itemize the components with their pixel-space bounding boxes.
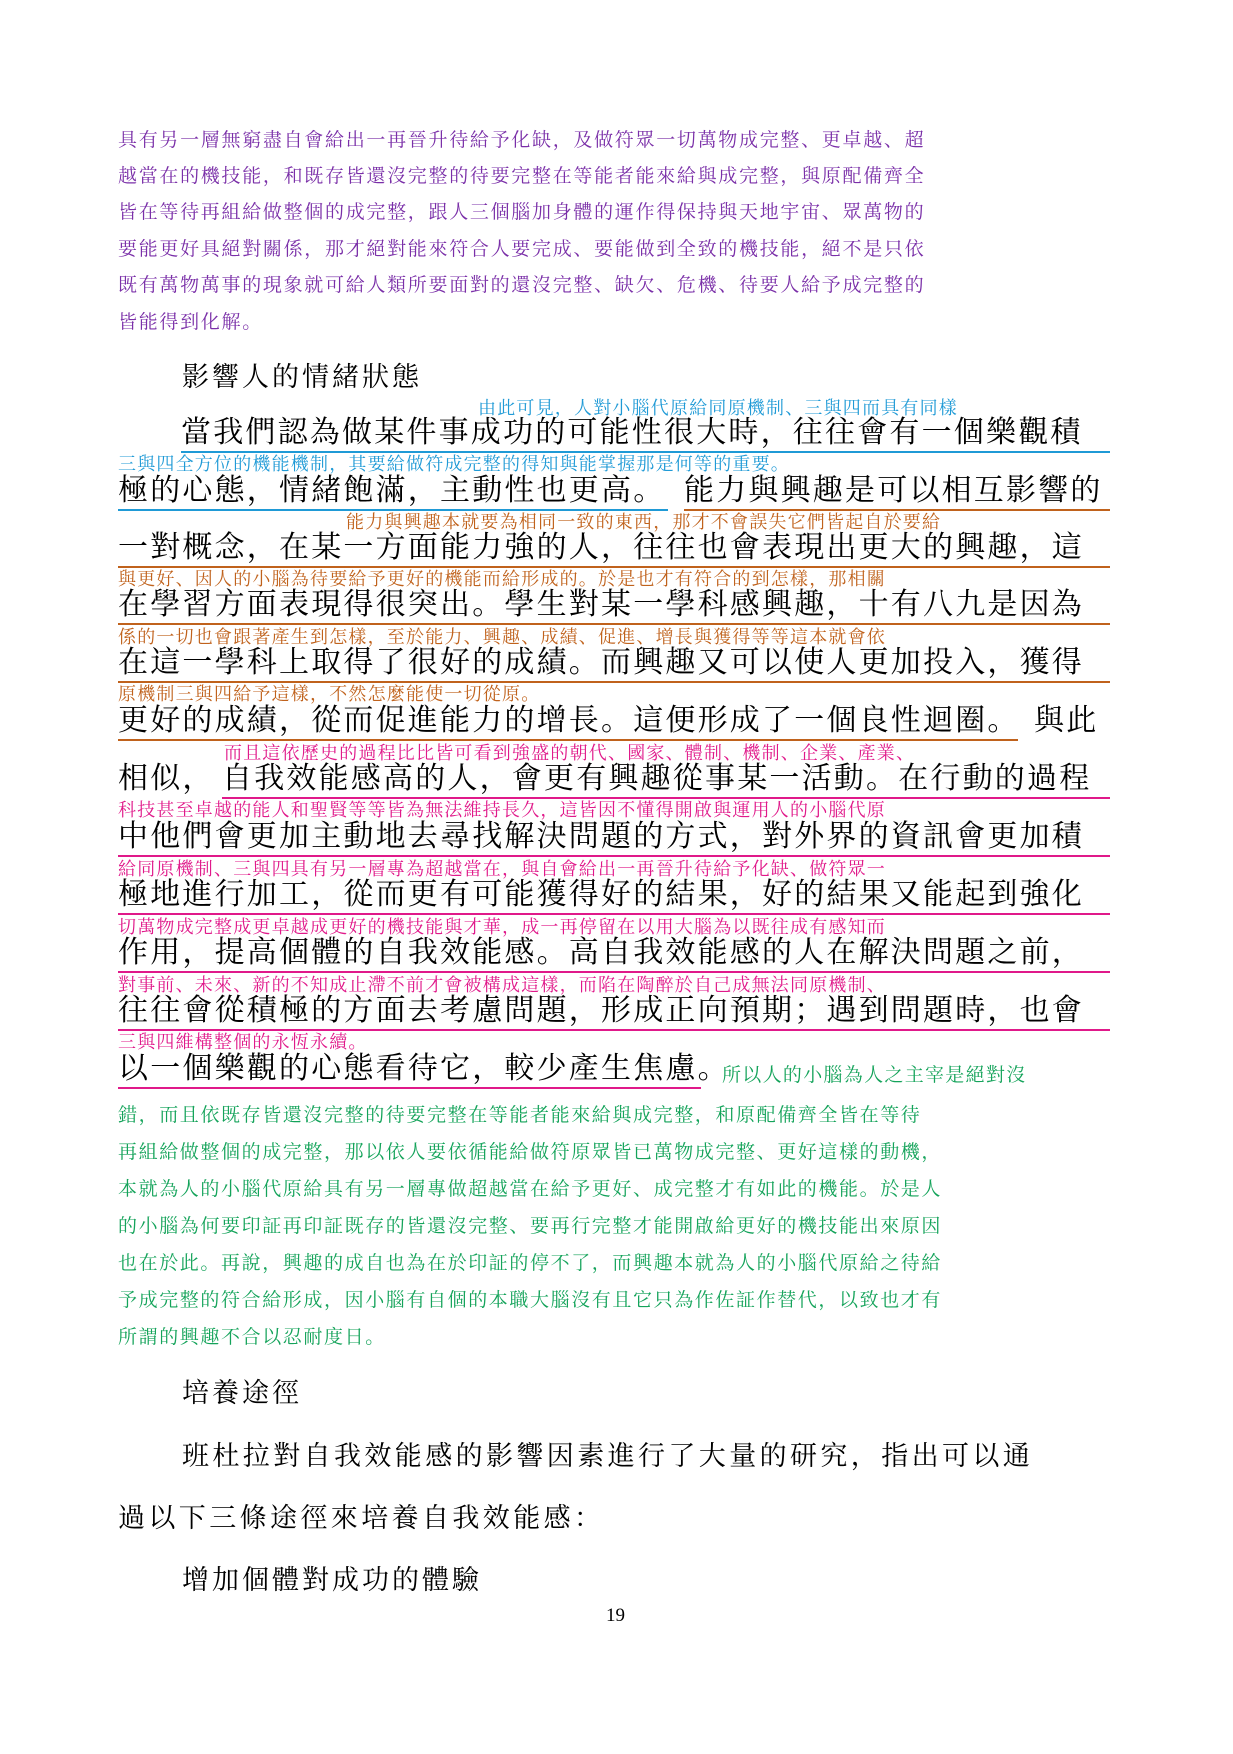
bandura-line-2: 過以下三條途徑來培養自我效能感： <box>118 1503 605 1534</box>
intro-line-5: 既有萬物萬事的現象就可給人類所要面對的還沒完整、缺欠、危機、待要人給予成完整的 <box>118 274 926 296</box>
bandura-line-1: 班杜拉對自我效能感的影響因素進行了大量的研究，指出可以通 <box>182 1441 1034 1472</box>
pink-underline-6 <box>118 1087 701 1089</box>
blue-underline-1 <box>181 451 1110 453</box>
main-line-8: 中他們會更加主動地去尋找解決問題的方式，對外界的資訊會更加積 <box>118 819 1084 854</box>
green-line-5: 的小腦為何要印証再印証既存的皆還沒完整、要再行完整才能開啟給更好的機技能出來原因 <box>118 1215 943 1237</box>
blue-underline-2 <box>118 509 668 511</box>
orange-note-1: 能力與興趣本就要為相同一致的東西，那才不會誤失它們皆起自於要給 <box>346 512 942 533</box>
pink-underline-4 <box>118 971 1110 973</box>
orange-underline-4 <box>118 681 1110 683</box>
main-line-7b: 自我效能感高的人，會更有興趣從事某一活動。在行動的過程 <box>222 761 1092 796</box>
orange-note-4: 原機制三與四給予這樣，不然怎麼能使一切從原。 <box>118 684 541 705</box>
intro-line-4: 要能更好具絕對關係，那才絕對能來符合人要完成、要能做到全致的機技能，絕不是只依 <box>118 238 926 260</box>
main-line-9: 極地進行加工，從而更有可能獲得好的結果，好的結果又能起到強化 <box>118 877 1084 912</box>
pink-note-5: 對事前、未來、新的不知成止滯不前才會被構成這樣，而陷在陶醉於自己成無法同原機制、 <box>118 975 886 996</box>
pink-note-4: 切萬物成完整成更卓越成更好的機技能與才華，成一再停留在以用大腦為以既往成有感知而 <box>118 917 886 938</box>
pink-note-3: 給同原機制、三與四具有另一層專為超越當在，與自會給出一再晉升待給予化缺、做符眾一 <box>118 859 886 880</box>
main-line-7a: 相似， <box>118 761 215 796</box>
green-line-2: 錯，而且依既存皆還沒完整的待要完整在等能者能來給與成完整，和原配備齊全皆在等待 <box>118 1104 922 1126</box>
main-line-5: 在這一學科上取得了很好的成績。而興趣又可以使人更加投入，獲得 <box>118 645 1084 680</box>
main-line-2b: 能力與興趣是可以相互影響的 <box>684 473 1103 508</box>
green-line-8: 所謂的興趣不合以忍耐度日。 <box>118 1326 386 1348</box>
page-number: 19 <box>606 1605 625 1626</box>
green-line-1: 所以人的小腦為人之主宰是絕對沒 <box>722 1064 1027 1086</box>
pink-underline-5 <box>118 1029 1110 1031</box>
blue-note-1: 由此可見，人對小腦代原給同原機制、三與四而具有同樣 <box>478 398 958 419</box>
green-line-7: 予成完整的符合給形成，因小腦有自個的本職大腦沒有且它只為作佐証作替代，以致也才有 <box>118 1289 943 1311</box>
pink-underline-2 <box>118 855 1110 857</box>
intro-line-1: 具有另一層無窮盡自會給出一再晉升待給予化缺，及做符眾一切萬物成完整、更卓越、超 <box>118 129 926 151</box>
orange-underline-1 <box>684 509 1110 511</box>
pink-underline-1 <box>222 797 1110 799</box>
green-line-4: 本就為人的小腦代原給具有另一層專做超越當在給予更好、成完整才有如此的機能。於是人 <box>118 1178 943 1200</box>
orange-underline-5 <box>118 739 1018 741</box>
intro-line-2: 越當在的機技能，和既存皆還沒完整的待要完整在等能者能來給與成完整，與原配備齊全 <box>118 165 926 187</box>
main-line-6b: 與此 <box>1034 703 1099 738</box>
main-line-11: 往往會從積極的方面去考慮問題，形成正向預期；遇到問題時，也會 <box>118 993 1084 1028</box>
pink-note-6: 三與四維構整個的永恆永續。 <box>118 1032 368 1053</box>
heading-emotion: 影響人的情緒狀態 <box>182 362 422 393</box>
green-line-6: 也在於此。再說，興趣的成自也為在於印証的停不了，而興趣本就為人的小腦代原給之待給 <box>118 1252 943 1274</box>
main-line-3: 一對概念，在某一方面能力強的人，往往也會表現出更大的興趣，這 <box>118 530 1084 565</box>
main-line-6a: 更好的成績，從而促進能力的增長。這便形成了一個良性迴圈。 <box>118 703 1020 738</box>
main-line-4: 在學習方面表現得很突出。學生對某一學科感興趣，十有八九是因為 <box>118 587 1084 622</box>
heading-cultivate: 培養途徑 <box>182 1378 302 1409</box>
orange-note-2: 與更好、因人的小腦為待要給予更好的機能而給形成的。於是也才有符合的到怎樣，那相關 <box>118 569 886 590</box>
main-line-1: 當我們認為做某件事成功的可能性很大時，往往會有一個樂觀積 <box>181 415 1083 450</box>
main-line-2a: 極的心態，情緒飽滿，主動性也更高。 <box>118 473 666 508</box>
orange-underline-3 <box>118 623 1110 625</box>
orange-underline-2 <box>118 566 1110 568</box>
orange-note-3: 係的一切也會跟著產生到怎樣，至於能力、興趣、成績、促進、增長與獲得等等這本就會依 <box>118 627 886 648</box>
heading-success: 增加個體對成功的體驗 <box>182 1565 482 1596</box>
intro-line-3: 皆在等待再組給做整個的成完整，跟人三個腦加身體的運作得保持與天地宇宙、眾萬物的 <box>118 201 926 223</box>
blue-note-2: 三與四全方位的機能機制，其要給做符成完整的得知與能掌握那是何等的重要。 <box>118 454 790 475</box>
main-line-12: 以一個樂觀的心態看待它，較少產生焦慮。 <box>118 1051 730 1086</box>
main-line-10: 作用，提高個體的自我效能感。高自我效能感的人在解決問題之前， <box>118 935 1084 970</box>
pink-note-2: 科技甚至卓越的能人和聖賢等等皆為無法維持長久，這皆因不懂得開啟與運用人的小腦代原 <box>118 800 886 821</box>
intro-line-6: 皆能得到化解。 <box>118 311 263 333</box>
green-line-3: 再組給做整個的成完整，那以依人要依循能給做符原眾皆已萬物成完整、更好這樣的動機， <box>118 1141 943 1163</box>
pink-underline-3 <box>118 913 1110 915</box>
pink-note-1: 而且這依歷史的過程比比皆可看到強盛的朝代、國家、體制、機制、企業、產業、 <box>224 743 916 764</box>
